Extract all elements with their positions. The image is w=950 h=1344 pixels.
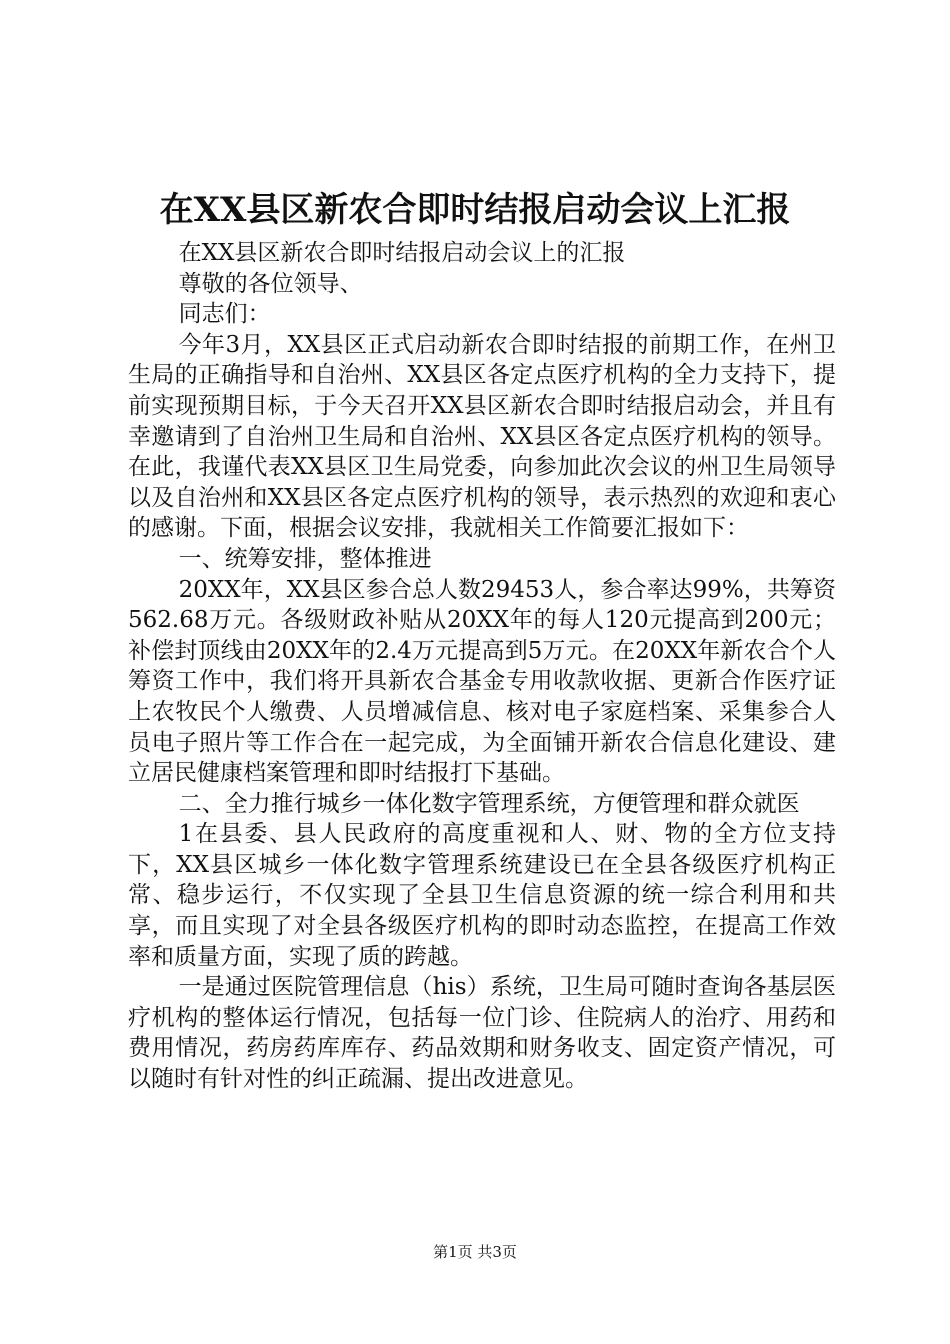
section-heading-2: 二、全力推行城乡一体化数字管理系统，方便管理和群众就医 (178, 790, 800, 817)
page-footer: 第1页 共3页 (433, 1243, 517, 1261)
paragraph-section-1: 20XX年，XX县区参合总人数29453人，参合率达99%，共筹资562.68万元。各级财政补贴从20XX年的每人120元提高到200元；补偿封顶线由20XX年的2.4万元提高到5万元。在20XX年新农合个人筹资工作中，我们将开具新农合基金专用收款收据、更新合作医疗证上农牧民个人缴费、人员增减信息、核对电子家庭档案、采集参合人员电子照片等工作合在一起完成，为全面铺开新农合信息化建设、建立居民健康档案管理和即时结报打下基础。 (128, 576, 836, 787)
document-body (128, 238, 836, 1095)
paragraph-section-2: 1在县委、县人民政府的高度重视和人、财、物的全方位支持下，XX县区城乡一体化数字管理系统建设已在全县各级医疗机构正常、稳步运行，不仅实现了全县卫生信息资源的统一综合利用和共享，而且实现了对全县各级医疗机构的即时动态监控，在提高工作效率和质量方面，实现了质的跨越。 (128, 821, 836, 970)
document-title: 在XX县区新农合即时结报启动会议上汇报 (159, 190, 791, 230)
paragraph-section-2-point-1: 一是通过医院管理信息（his）系统，卫生局可随时查询各基层医疗机构的整体运行情况，包括每一位门诊、住院病人的治疗、用药和费用情况，药房药库库存、药品效期和财务收支、固定资产情况，可以随时有针对性的纠正疏漏、提出改进意见。 (128, 974, 836, 1093)
paragraph-intro: 今年3月，XX县区正式启动新农合即时结报的前期工作，在州卫生局的正确指导和自治州、XX县区各定点医疗机构的全力支持下，提前实现预期目标，于今天召开XX县区新农合即时结报启动会，并且有幸邀请到了自治州卫生局和自治州、XX县区各定点医疗机构的领导。在此，我谨代表XX县区卫生局党委，向参加此次会议的州卫生局领导以及自治州和XX县区各定点医疗机构的领导，表示热烈的欢迎和衷心的感谢。下面，根据会议安排，我就相关工作简要汇报如下： (128, 331, 836, 542)
paragraph-salutation: 尊敬的各位领导、 (178, 270, 363, 297)
paragraph-salutation-2: 同志们： (178, 301, 271, 328)
paragraph-subtitle: 在XX县区新农合即时结报启动会议上的汇报 (178, 240, 626, 266)
section-heading-1: 一、统筹安排，整体推进 (178, 545, 432, 572)
